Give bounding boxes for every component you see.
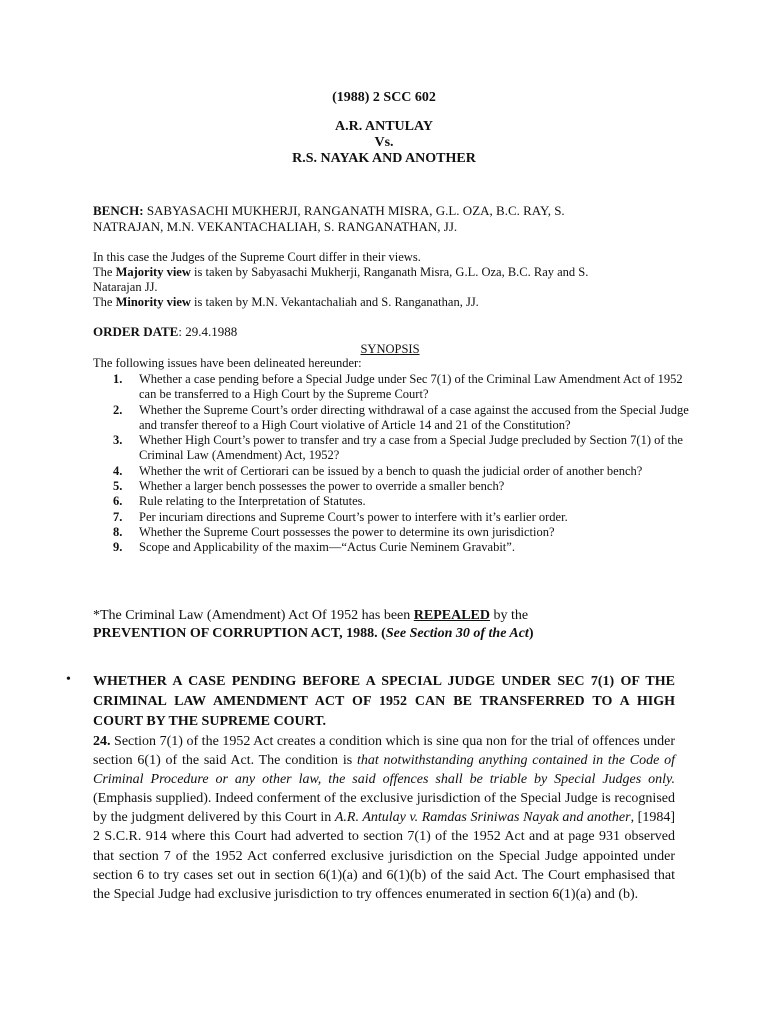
views-intro: In this case the Judges of the Supreme Court differ in their views. bbox=[93, 250, 421, 264]
issue-item bbox=[93, 372, 693, 403]
bullet-icon: • bbox=[66, 672, 71, 687]
synopsis-intro: The following issues have been delineated hereunder: bbox=[93, 356, 362, 370]
prevention-act: PREVENTION OF CORRUPTION ACT, 1988. (See Section 30 of the Act) bbox=[93, 626, 534, 641]
synopsis-title: SYNOPSIS bbox=[360, 342, 420, 356]
issue-number: 8. bbox=[113, 524, 123, 539]
bench-line-1: SABYASACHI MUKHERJI, RANGANATH MISRA, G.L. OZA, B.C. RAY, S. bbox=[143, 203, 565, 218]
bench-label: BENCH: bbox=[93, 203, 144, 218]
issue-item bbox=[93, 479, 693, 494]
issue-number: 5. bbox=[113, 479, 123, 494]
majority-view-cont: Natarajan JJ. bbox=[93, 280, 158, 294]
issue-text: Whether High Court’s power to transfer and try a case from a Special Judge precluded by Section 7(1) of the Criminal Law (Amendment) Act, 1952? bbox=[139, 433, 683, 463]
issue-number: 6. bbox=[113, 494, 123, 509]
versus: Vs. bbox=[374, 135, 394, 150]
views bbox=[93, 250, 693, 310]
issue-text: Whether the writ of Certiorari can be issued by a bench to quash the judicial order of another bench? bbox=[139, 463, 643, 478]
majority-view: The Majority view is taken by Sabyasachi Mukherji, Ranganath Misra, G.L. Oza, B.C. Ray and S. bbox=[93, 265, 589, 279]
order-date-label: ORDER DATE bbox=[93, 324, 179, 339]
issue-number: 9. bbox=[113, 540, 123, 555]
issue-item bbox=[93, 403, 693, 434]
issue-text: Whether a larger bench possesses the power to override a smaller bench? bbox=[139, 479, 505, 494]
issue-text: Whether the Supreme Court possesses the power to determine its own jurisdiction? bbox=[139, 524, 555, 539]
party-2: R.S. NAYAK AND ANOTHER bbox=[292, 151, 476, 166]
order-date-value: : 29.4.1988 bbox=[178, 324, 238, 339]
repeal-note: *The Criminal Law (Amendment) Act Of 1952 has been REPEALED by the PREVENTION OF CORRUPTION ACT, 1988. (See Section 30 of the Act) bbox=[93, 608, 534, 641]
issue-list bbox=[93, 372, 693, 556]
issue-item bbox=[93, 464, 693, 479]
issue-number: 2. bbox=[113, 402, 123, 417]
issue-text: Rule relating to the Interpretation of Statutes. bbox=[139, 494, 366, 509]
issue-number: 7. bbox=[113, 509, 123, 524]
issue-text: Per incuriam directions and Supreme Court’s power to interfere with it’s earlier order. bbox=[139, 509, 568, 524]
repealed-label: REPEALED bbox=[413, 608, 490, 623]
issue-item bbox=[93, 494, 693, 509]
section-heading: WHETHER A CASE PENDING BEFORE A SPECIAL JUDGE UNDER SEC 7(1) OF THE CRIMINAL LAW AMENDMENT ACT OF 1952 CAN BE TRANSFERRED TO A HIGH COURT BY THE SUPREME COURT. bbox=[93, 674, 675, 729]
party-1: A.R. ANTULAY bbox=[335, 119, 433, 134]
issue-number: 1. bbox=[113, 372, 123, 386]
issue-number: 3. bbox=[113, 433, 123, 448]
paragraph-24: 24. Section 7(1) of the 1952 Act creates a condition which is sine qua non for the trial of offences under section 6(1) of the said Act. The condition is that notwithstanding anything contained in the Code of Criminal Procedure or any other law, the said offences shall be triable by Special Judges only. (Emphasis supplied). Indeed conferment of the exclusive jurisdiction of the Special Judge is recognised by the judgment delivered by this Court in A.R. Antulay v. Ramdas Sriniwas Nayak and another, [1984] 2 S.C.R. 914 where this Court had adverted to section 7(1) of the 1952 Act and at page 931 observed that section 7 of the 1952 Act conferred exclusive jurisdiction on the Special Judge appointed under section 6 to try cases set out in section 6(1)(a) and 6(1)(b) of the said Act. The Court emphasised that the Special Judge had exclusive jurisdiction to try offences enumerated in section 6(1)(a) and (b). bbox=[93, 734, 676, 902]
bench bbox=[93, 203, 693, 235]
issue-text: Scope and Applicability of the maxim—“Actus Curie Neminem Gravabit”. bbox=[139, 540, 515, 555]
citation: (1988) 2 SCC 602 bbox=[332, 90, 436, 105]
issue-item bbox=[93, 540, 693, 555]
order-date bbox=[93, 324, 693, 339]
issue-text: Whether a case pending before a Special Judge under Sec 7(1) of the Criminal Law Amendment Act of 1952 can be transferred to a High Court by the Supreme Court? bbox=[139, 372, 683, 402]
bench-line-2: NATRAJAN, M.N. VEKANTACHALIAH, S. RANGANATHAN, JJ. bbox=[93, 219, 458, 234]
issue-item bbox=[93, 433, 693, 464]
paragraph-number: 24. bbox=[93, 734, 111, 749]
issue-number: 4. bbox=[113, 463, 123, 478]
issue-item bbox=[93, 510, 693, 525]
issue-item bbox=[93, 525, 693, 540]
minority-view: The Minority view is taken by M.N. Vekantachaliah and S. Ranganathan, JJ. bbox=[93, 295, 479, 309]
issue-text: Whether the Supreme Court’s order directing withdrawal of a case against the accused from the Special Judge and transfer thereof to a High Court violative of Article 14 and 21 of the Constitution? bbox=[139, 402, 689, 432]
